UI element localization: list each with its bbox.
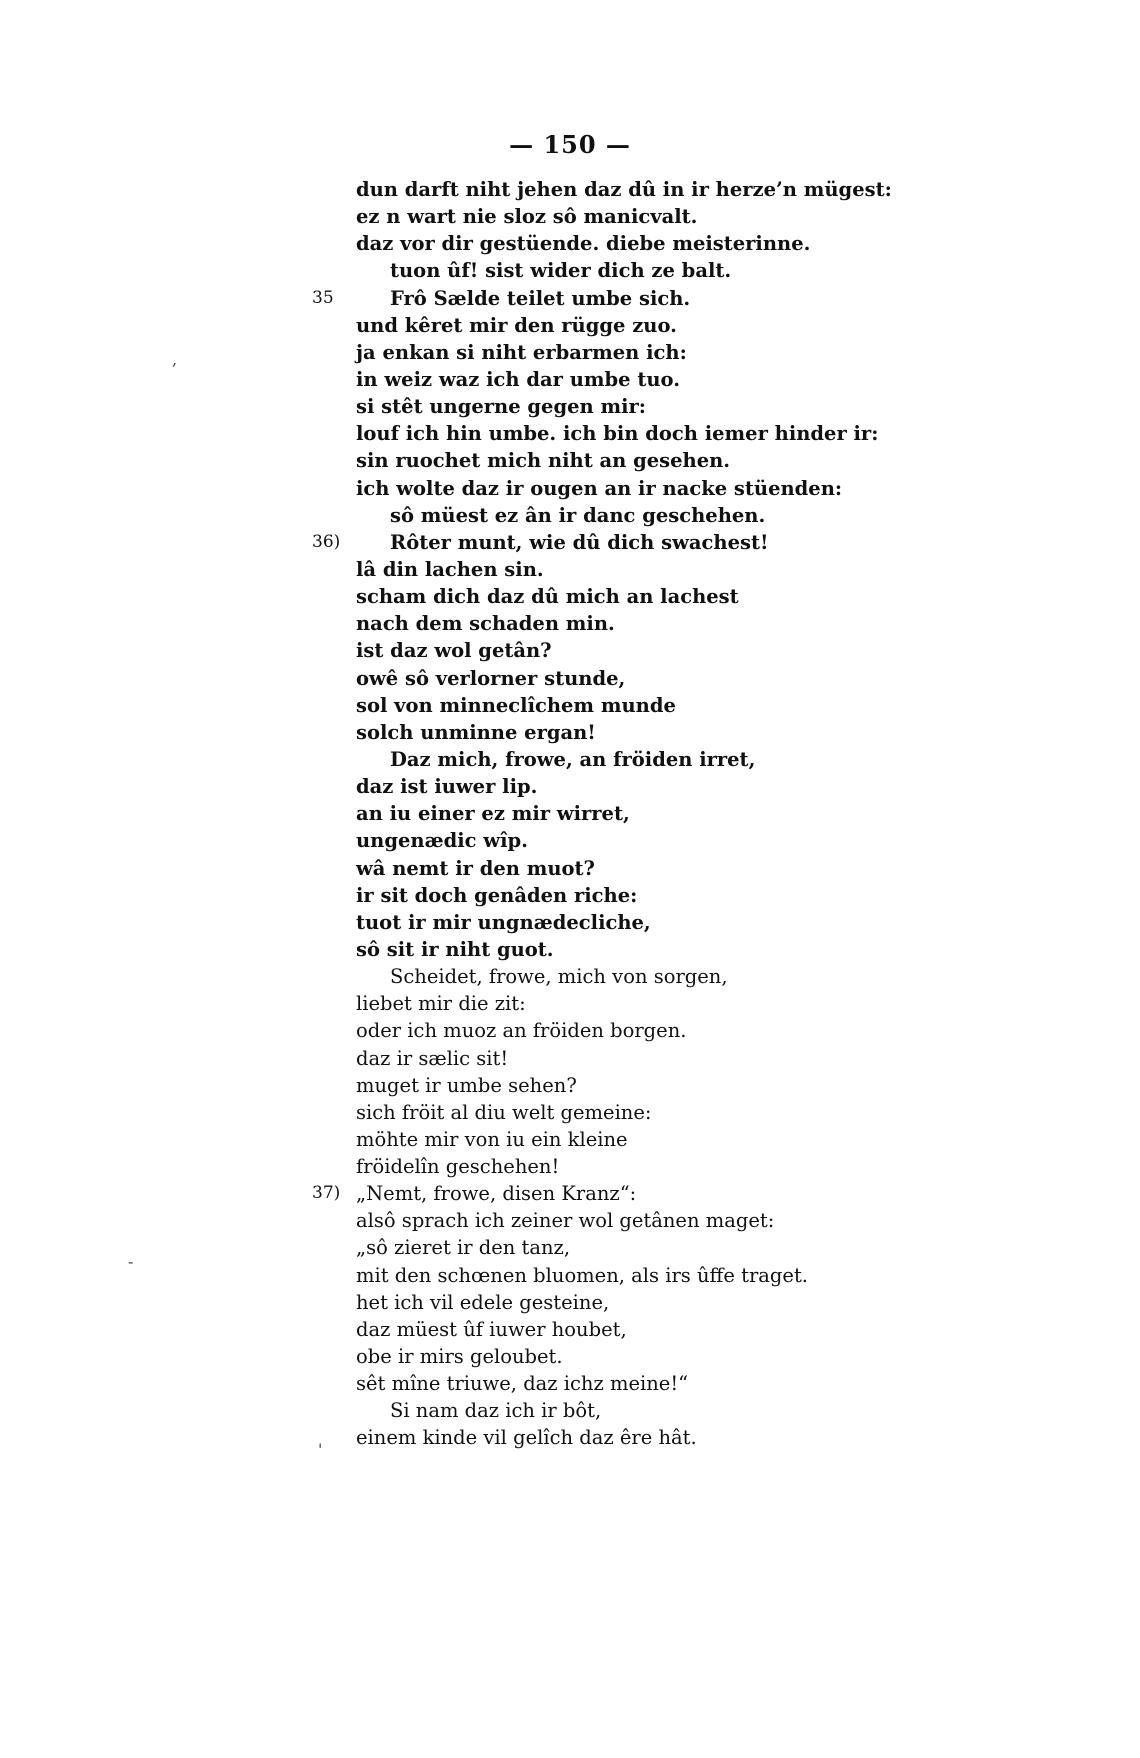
line-text: lâ din lachen sin. bbox=[356, 557, 544, 581]
line-text: ist daz wol getân? bbox=[356, 639, 552, 663]
poem-line bbox=[356, 1126, 1116, 1153]
poem-line bbox=[356, 936, 1116, 963]
verse-number: 37) bbox=[312, 1183, 341, 1204]
poem-line bbox=[356, 366, 1116, 393]
poem-line bbox=[356, 203, 1116, 230]
line-text: „Nemt, frowe, disen Kranz“: bbox=[356, 1182, 637, 1206]
line-text: si stêt ungerne gegen mir: bbox=[356, 395, 646, 419]
page-number: — 150 — bbox=[509, 130, 631, 159]
poem-line bbox=[356, 773, 1116, 800]
poem-line bbox=[356, 176, 1116, 203]
line-text: ungenædic wîp. bbox=[356, 829, 528, 853]
poem-line bbox=[356, 800, 1116, 827]
margin-mark: ' bbox=[318, 1440, 323, 1459]
verse-number: 35 bbox=[312, 287, 334, 308]
poem-line bbox=[356, 583, 1116, 610]
line-text: het ich vil edele gesteine, bbox=[356, 1290, 610, 1314]
line-text: wâ nemt ir den muot? bbox=[356, 856, 595, 880]
line-text: dun darft niht jehen daz dû in ir herze’n mügest: bbox=[356, 178, 892, 201]
poem-text bbox=[312, 176, 1116, 1452]
poem-line bbox=[356, 909, 1116, 936]
line-text: louf ich hin umbe. ich bin doch iemer hinder ir: bbox=[356, 422, 879, 446]
poem-line bbox=[356, 1343, 1116, 1370]
poem-line bbox=[356, 502, 1116, 529]
poem-line bbox=[312, 285, 1116, 312]
poem-line bbox=[356, 637, 1116, 664]
line-text: obe ir mirs geloubet. bbox=[356, 1345, 563, 1369]
poem-line bbox=[356, 882, 1116, 909]
poem-line bbox=[356, 230, 1116, 257]
line-text: Si nam daz ich ir bôt, bbox=[390, 1399, 602, 1423]
poem-line bbox=[356, 1099, 1116, 1126]
poem-line bbox=[356, 855, 1116, 882]
poem-line bbox=[356, 719, 1116, 746]
line-text: owê sô verlorner stunde, bbox=[356, 666, 626, 690]
line-text: möhte mir von iu ein kleine bbox=[356, 1127, 628, 1151]
poem-line bbox=[356, 746, 1116, 773]
poem-line bbox=[356, 393, 1116, 420]
poem-line bbox=[356, 1153, 1116, 1180]
line-text: ja enkan si niht erbarmen ich: bbox=[356, 340, 687, 364]
poem-line bbox=[356, 827, 1116, 854]
line-text: daz ir sælic sit! bbox=[356, 1046, 509, 1070]
line-text: sêt mîne triuwe, daz ichz meine!“ bbox=[356, 1372, 689, 1396]
line-text: „sô zieret ir den tanz, bbox=[356, 1236, 571, 1260]
line-text: sô müest ez ân ir danc geschehen. bbox=[390, 503, 766, 527]
line-text: muget ir umbe sehen? bbox=[356, 1073, 577, 1097]
poem-line bbox=[356, 1234, 1116, 1261]
line-text: in weiz waz ich dar umbe tuo. bbox=[356, 367, 680, 391]
line-text: und kêret mir den rügge zuo. bbox=[356, 313, 677, 337]
poem-line bbox=[312, 529, 1116, 556]
poem-line bbox=[356, 963, 1116, 990]
poem-line bbox=[356, 257, 1116, 284]
line-text: fröidelîn geschehen! bbox=[356, 1155, 560, 1179]
poem-line bbox=[356, 1397, 1116, 1424]
poem-line bbox=[356, 1316, 1116, 1343]
line-text: solch unminne ergan! bbox=[356, 720, 596, 744]
line-text: liebet mir die zit: bbox=[356, 992, 526, 1016]
poem-line bbox=[356, 420, 1116, 447]
line-text: tuon ûf! sist wider dich ze balt. bbox=[390, 259, 732, 283]
line-text: daz vor dir gestüende. diebe meisterinne. bbox=[356, 232, 811, 256]
line-text: ir sit doch genâden riche: bbox=[356, 883, 638, 907]
poem-line bbox=[356, 556, 1116, 583]
line-text: oder ich muoz an fröiden borgen. bbox=[356, 1019, 687, 1043]
line-text: sich fröit al diu welt gemeine: bbox=[356, 1100, 652, 1124]
poem-line bbox=[356, 610, 1116, 637]
line-text: sin ruochet mich niht an gesehen. bbox=[356, 449, 731, 473]
poem-line bbox=[356, 990, 1116, 1017]
poem-line bbox=[356, 339, 1116, 366]
line-text: daz ist iuwer lip. bbox=[356, 775, 538, 799]
line-text: Rôter munt, wie dû dich swachest! bbox=[390, 530, 769, 554]
line-text: tuot ir mir ungnædecliche, bbox=[356, 910, 651, 934]
verse-number: 36) bbox=[312, 531, 341, 552]
line-text: ich wolte daz ir ougen an ir nacke stüenden: bbox=[356, 476, 843, 500]
poem-line bbox=[356, 665, 1116, 692]
line-text: daz müest ûf iuwer houbet, bbox=[356, 1317, 627, 1341]
line-text: ez n wart nie sloz sô manicvalt. bbox=[356, 205, 698, 229]
poem-line bbox=[356, 447, 1116, 474]
line-text: sol von minneclîchem munde bbox=[356, 693, 676, 717]
line-text: sô sit ir niht guot. bbox=[356, 937, 554, 961]
poem-line bbox=[356, 1289, 1116, 1316]
line-text: Daz mich, frowe, an fröiden irret, bbox=[390, 747, 756, 771]
poem-line bbox=[356, 1424, 1116, 1451]
poem-line bbox=[356, 1207, 1116, 1234]
poem-line bbox=[356, 312, 1116, 339]
line-text: einem kinde vil gelîch daz êre hât. bbox=[356, 1426, 697, 1450]
poem-line bbox=[356, 1017, 1116, 1044]
line-text: scham dich daz dû mich an lachest bbox=[356, 585, 739, 609]
poem-line bbox=[356, 1262, 1116, 1289]
line-text: an iu einer ez mir wirret, bbox=[356, 802, 630, 826]
poem-line bbox=[356, 1045, 1116, 1072]
poem-line bbox=[312, 1180, 1116, 1207]
line-text: mit den schœnen bluomen, als irs ûffe traget. bbox=[356, 1263, 808, 1287]
poem-line bbox=[356, 1370, 1116, 1397]
line-text: alsô sprach ich zeiner wol getânen maget: bbox=[356, 1209, 775, 1233]
poem-line bbox=[356, 692, 1116, 719]
margin-mark: , bbox=[172, 350, 178, 369]
line-text: nach dem schaden min. bbox=[356, 612, 615, 636]
line-text: Scheidet, frowe, mich von sorgen, bbox=[390, 965, 728, 989]
poem-line bbox=[356, 1072, 1116, 1099]
poem-line bbox=[356, 475, 1116, 502]
margin-mark: - bbox=[128, 1252, 134, 1271]
line-text: Frô Sælde teilet umbe sich. bbox=[390, 286, 691, 310]
